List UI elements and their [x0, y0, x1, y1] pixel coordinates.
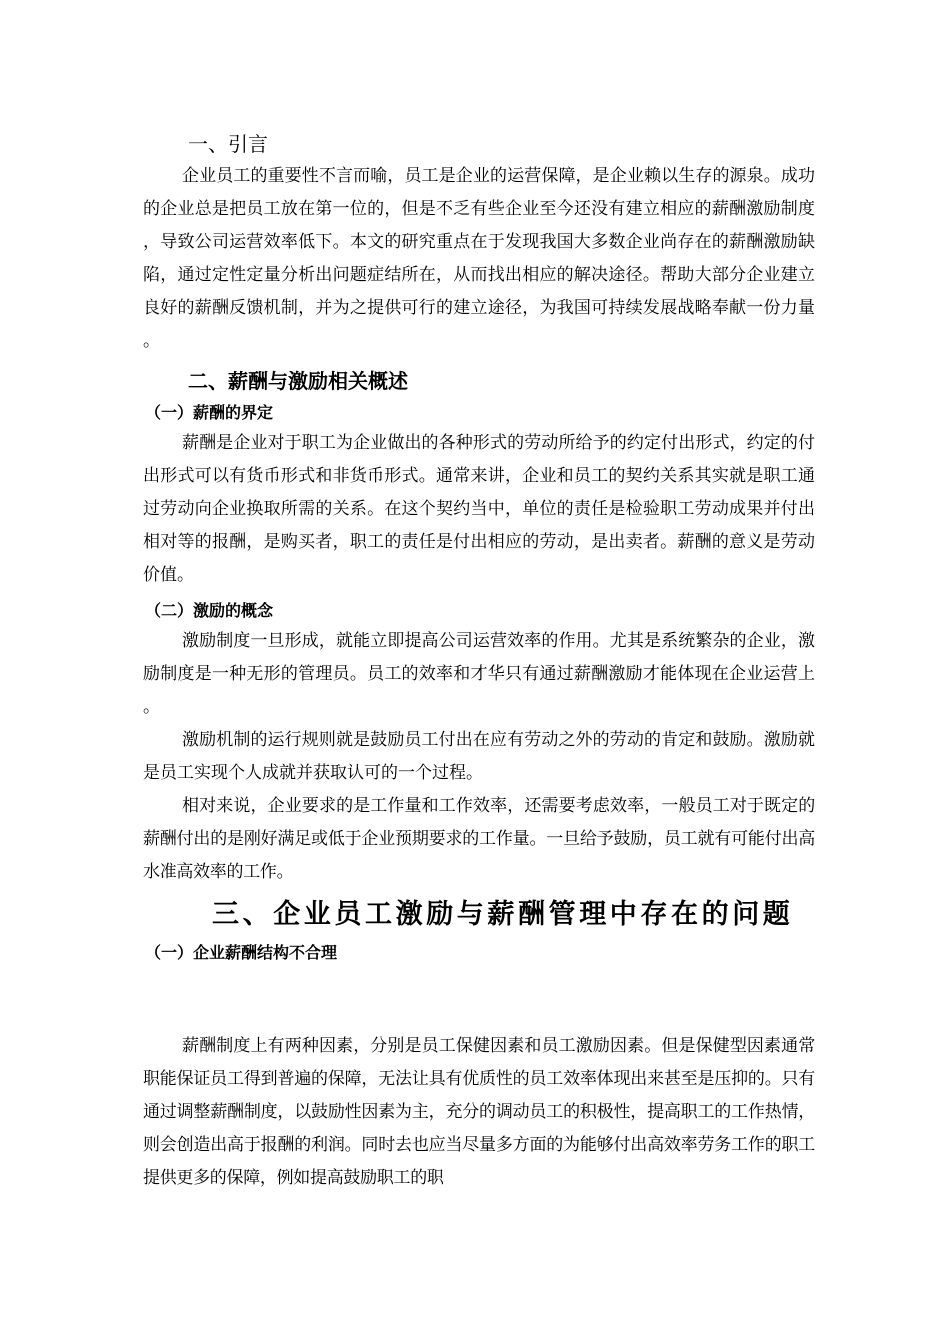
section-2-sub-2-paragraph-2: 激励机制的运行规则就是鼓励员工付出在应有劳动之外的劳动的肯定和鼓励。激励就是员工实现个人成就并获取认可的一个过程。 — [143, 730, 815, 783]
section-2-sub-2-heading: （二）激励的概念 — [145, 601, 274, 620]
section-2-sub-2-paragraph-1: 激励制度一旦形成，就能立即提高公司运营效率的作用。尤其是系统繁杂的企业，激励制度是一种无形的管理员。员工的效率和才华只有通过薪酬激励才能体现在企业运营上。 — [143, 631, 815, 717]
section-3-heading: 三、企业员工激励与薪酬管理中存在的问题 — [212, 899, 794, 930]
section-3-sub-1-paragraph: 薪酬制度上有两种因素，分别是员工保健因素和员工激励因素。但是保健型因素通常职能保证员工得到普遍的保障，无法让具有优质性的员工效率体现出来甚至是压抑的。只有通过调整薪酬制度，以鼓励性因素为主，充分的调动员工的积极性，提高职工的工作热情，则会创造出高于报酬的利润。同时去也应当尽量多方面的为能够付出高效率劳务工作的职工提供更多的保障，例如提高鼓励职工的职 — [143, 1036, 815, 1188]
section-2-sub-2-paragraph-3: 相对来说，企业要求的是工作量和工作效率，还需要考虑效率，一般员工对于既定的薪酬付出的是刚好满足或低于企业预期要求的工作量。一旦给予鼓励，员工就有可能付出高水准高效率的工作。 — [143, 796, 815, 882]
section-2-sub-1-heading: （一）薪酬的界定 — [145, 403, 274, 422]
section-2-sub-1-paragraph: 薪酬是企业对于职工为企业做出的各种形式的劳动所给予的约定付出形式，约定的付出形式可以有货币形式和非货币形式。通常来讲，企业和员工的契约关系其实就是职工通过劳动向企业换取所需的关系。在这个契约当中，单位的责任是检验职工劳动成果并付出相对等的报酬，是购买者，职工的责任是付出相应的劳动，是出卖者。薪酬的意义是劳动价值。 — [143, 433, 815, 585]
section-1-paragraph: 企业员工的重要性不言而喻，员工是企业的运营保障，是企业赖以生存的源泉。成功的企业总是把员工放在第一位的，但是不乏有些企业至今还没有建立相应的薪酬激励制度，导致公司运营效率低下。本文的研究重点在于发现我国大多数企业尚存在的薪酬激励缺陷，通过定性定量分析出问题症结所在，从而找出相应的解决途径。帮助大部分企业建立良好的薪酬反馈机制，并为之提供可行的建立途径，为我国可持续发展战略奉献一份力量。 — [143, 166, 815, 351]
section-1-heading: 一、引言 — [188, 132, 268, 156]
section-3-sub-1-heading: （一）企业薪酬结构不合理 — [145, 943, 338, 962]
section-2-heading: 二、薪酬与激励相关概述 — [188, 369, 408, 393]
